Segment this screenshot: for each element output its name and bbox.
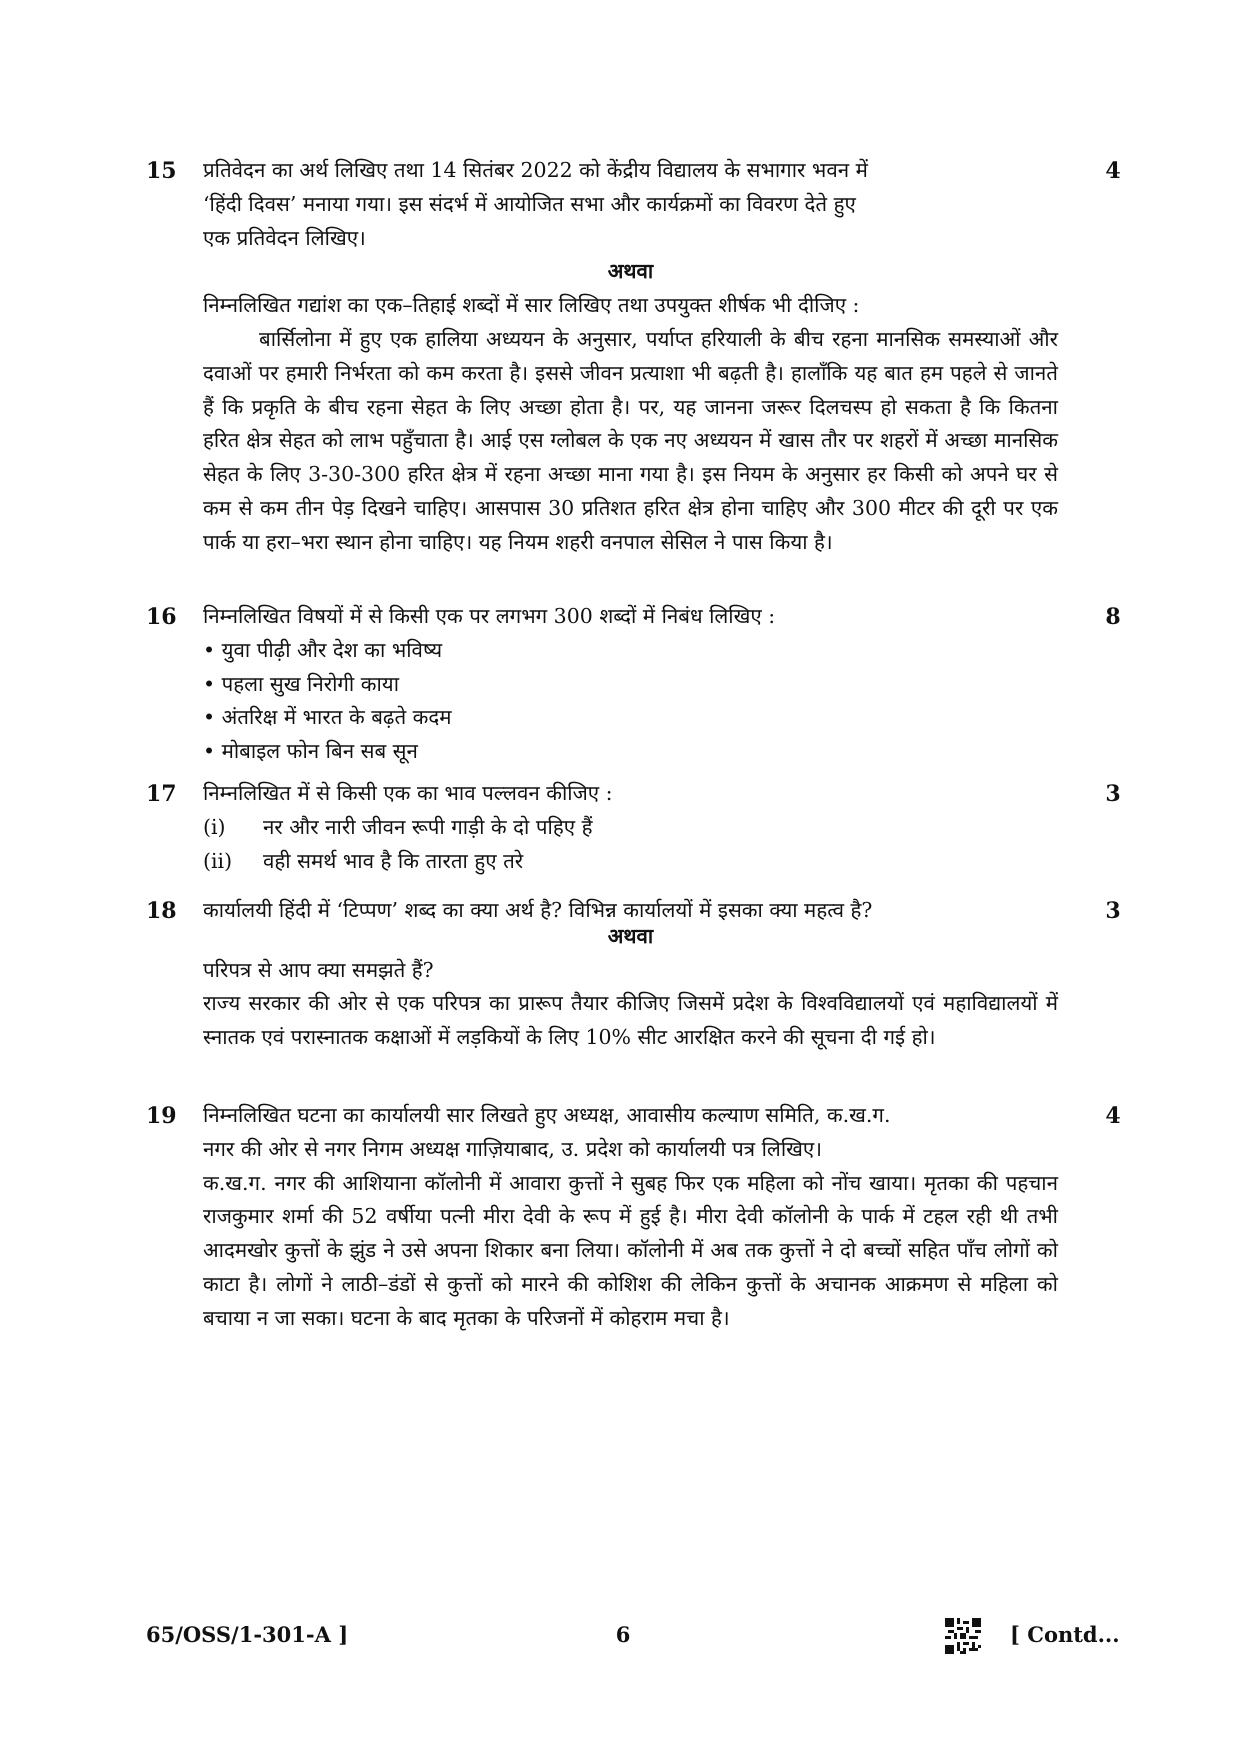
continued-label: [ Contd... [1010, 1622, 1120, 1647]
question-number: 16 [146, 604, 177, 630]
page-number: 6 [615, 1622, 631, 1647]
alt-question-body: राज्य सरकार की ओर से एक परिपत्र का प्रारूप तैयार कीजिए जिसमें प्रदेश के विश्वविद्यालयों एवं महाविद्यालयों में स्नातक एवं परास्नातक कक्षाओं में लड़कियों के लिए 10% सीट आरक्षित करने की सूचना दी गई हो। [203, 991, 1058, 1050]
option-text: नर और नारी जीवन रूपी गाड़ी के दो पहिए हैं [263, 814, 593, 839]
question-text [203, 1099, 1058, 1336]
question-line: कार्यालयी हिंदी में ‘टिप्पण’ शब्द का क्या अर्थ है? विभिन्न कार्यालयों में इसका क्या महत्व है? [203, 898, 873, 922]
passage: क.ख.ग. नगर की आशियाना कॉलोनी में आवारा कुत्तों ने सुबह फिर एक महिला को नोंच खाया। मृतका की पहचान राजकुमार शर्मा की 52 वर्षीया पत्नी मीरा देवी के रूप में हुई है। मीरा देवी कॉलोनी के पार्क में टहल रही थी तभी आदमखोर कुत्तों के झुंड ने उसे अपना शिकार बना लिया। कॉलोनी में अब तक कुत्तों ने दो बच्चों सहित पाँच लोगों को काटा है। लोगों ने लाठी–डंडों से कुत्तों को मारने की कोशिश की लेकिन कुत्तों के अचानक आक्रमण से महिला को बचाया न जा सका। घटना के बाद मृतका के परिजनों में कोहराम मचा है। [203, 1170, 1058, 1330]
question-number: 15 [146, 158, 177, 184]
text-line: ‘हिंदी दिवस’ मनाया गया। इस संदर्भ में आयोजित सभा और कार्यक्रमों का विवरण देते हुए [203, 191, 856, 216]
question-marks: 4 [1105, 158, 1121, 184]
or-label: अथवा [607, 923, 654, 948]
question-text [203, 777, 1058, 878]
text-line: निम्नलिखित घटना का कार्यालयी सार लिखते हुए अध्यक्ष, आवासीय कल्याण समिति, क.ख.ग. [203, 1103, 891, 1127]
topic-item: • अंतरिक्ष में भारत के बढ़ते कदम [203, 705, 452, 730]
instruction: निम्नलिखित में से किसी एक का भाव पल्लवन कीजिए : [203, 781, 613, 805]
alt-question: परिपत्र से आप क्या समझते हैं? [203, 957, 434, 982]
question-text [203, 154, 1058, 560]
question-marks: 3 [1105, 781, 1121, 807]
option-roman: (ii) [203, 848, 233, 873]
paper-code: 65/OSS/1-301-A ] [146, 1622, 349, 1647]
option-text: वही समर्थ भाव है कि तारता हुए तरे [263, 848, 524, 873]
text-line: एक प्रतिवेदन लिखिए। [203, 225, 366, 250]
question-text [203, 600, 1058, 769]
or-label: अथवा [607, 259, 654, 284]
text-line: प्रतिवेदन का अर्थ लिखिए तथा 14 सितंबर 2022 को केंद्रीय विद्यालय के सभागार भवन में [203, 158, 868, 182]
passage: बार्सिलोना में हुए एक हालिया अध्ययन के अनुसार, पर्याप्त हरियाली के बीच रहना मानसिक समस्याओं और दवाओं पर हमारी निर्भरता को कम करता है। इससे जीवन प्रत्याशा भी बढ़ती है। हालाँकि यह बात हम पहले से जानते हैं कि प्रकृति के बीच रहना सेहत के लिए अच्छा होता है। पर, यह जानना जरूर दिलचस्प हो सकता है कि कितना हरित क्षेत्र सेहत को लाभ पहुँचाता है। आई एस ग्लोबल के एक नए अध्ययन में खास तौर पर शहरों में अच्छा मानसिक सेहत के लिए 3-30-300 हरित क्षेत्र में रहना अच्छा माना गया है। इस नियम के अनुसार हर किसी को अपने घर से कम से कम तीन पेड़ दिखने चाहिए। आसपास 30 प्रतिशत हरित क्षेत्र होना चाहिए और 300 मीटर की दूरी पर एक पार्क या हरा–भरा स्थान होना चाहिए। यह नियम शहरी वनपाल सेसिल ने पास किया है। [203, 326, 1058, 554]
option-item [203, 811, 1058, 845]
topic-item: • मोबाइल फोन बिन सब सून [203, 739, 418, 764]
question-number: 19 [146, 1103, 177, 1129]
topic-item: • युवा पीढ़ी और देश का भविष्य [203, 637, 443, 662]
question-number: 17 [146, 781, 177, 807]
option-item [203, 845, 1058, 879]
instruction: निम्नलिखित विषयों में से किसी एक पर लगभग 300 शब्दों में निबंध लिखिए : [203, 604, 776, 628]
question-marks: 4 [1105, 1103, 1121, 1129]
question-marks: 3 [1105, 898, 1121, 924]
question-text [203, 894, 1058, 1055]
topic-item: • पहला सुख निरोगी काया [203, 671, 400, 696]
alt-instruction: निम्नलिखित गद्यांश का एक–तिहाई शब्दों में सार लिखिए तथा उपयुक्त शीर्षक भी दीजिए : [203, 293, 860, 318]
text-line: नगर की ओर से नगर निगम अध्यक्ष गाज़ियाबाद, उ. प्रदेश को कार्यालयी पत्र लिखिए। [203, 1136, 823, 1161]
question-number: 18 [146, 898, 177, 924]
question-marks: 8 [1105, 604, 1121, 630]
qr-code-icon [945, 1618, 981, 1654]
option-roman: (i) [203, 814, 226, 839]
